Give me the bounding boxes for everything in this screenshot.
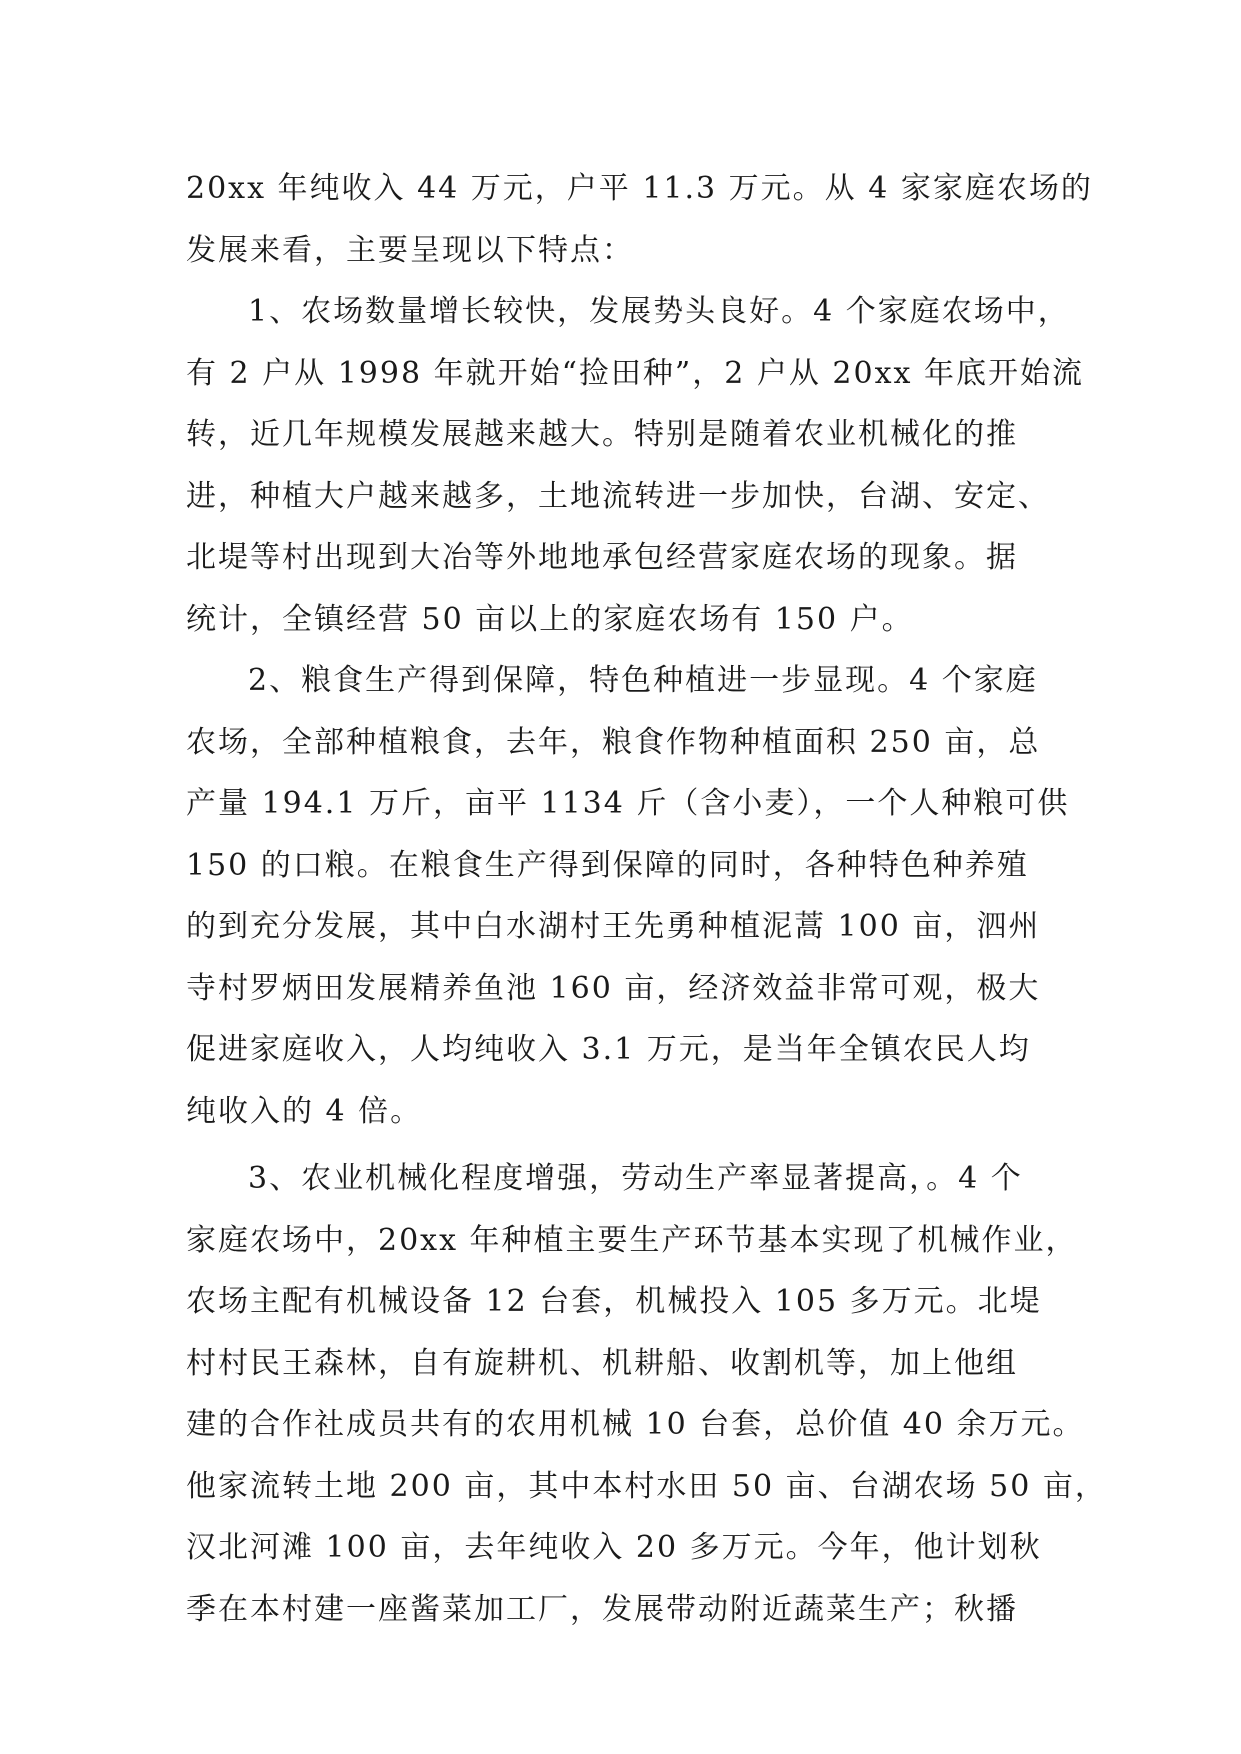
text-line: 他家流转土地 200 亩，其中本村水田 50 亩、台湖农场 50 亩， xyxy=(186,1468,1107,1504)
text-line: 季在本村建一座酱菜加工厂，发展带动附近蔬菜生产；秋播 xyxy=(186,1591,1018,1627)
text-line: 北堤等村出现到大冶等外地地承包经营家庭农场的现象。据 xyxy=(186,540,1018,575)
paragraph-start-line: 1、农场数量增长较快，发展势头良好。4 个家庭农场中， xyxy=(248,294,1070,329)
document-body xyxy=(186,158,1107,1640)
text-line: 进，种植大户越来越多，土地流转进一步加快，台湖、安定、 xyxy=(186,478,1050,514)
text-line: 的到充分发展，其中白水湖村王先勇种植泥蒿 100 亩，泗州 xyxy=(186,909,1041,944)
text-line: 农场，全部种植粮食，去年，粮食作物种植面积 250 亩，总 xyxy=(186,724,1041,760)
text-line: 统计，全镇经营 50 亩以上的家庭农场有 150 户。 xyxy=(186,601,914,637)
text-line: 家庭农场中，20xx 年种植主要生产环节基本实现了机械作业， xyxy=(186,1222,1078,1258)
text-line: 建的合作社成员共有的农用机械 10 台套，总价值 40 余万元。 xyxy=(186,1407,1085,1442)
text-line: 纯收入的 4 倍。 xyxy=(186,1093,423,1129)
paragraph-start-line: 2、粮食生产得到保障，特色种植进一步显现。4 个家庭 xyxy=(248,663,1038,698)
text-line: 汉北河滩 100 亩，去年纯收入 20 多万元。今年，他计划秋 xyxy=(186,1530,1042,1565)
text-line: 村村民王森林，自有旋耕机、机耕船、收割机等，加上他组 xyxy=(186,1345,1018,1381)
text-line: 发展来看，主要呈现以下特点： xyxy=(186,232,634,268)
text-line: 150 的口粮。在粮食生产得到保障的同时，各种特色种养殖 xyxy=(186,847,1029,883)
text-line: 20xx 年纯收入 44 万元，户平 11.3 万元。从 4 家家庭农场的 xyxy=(186,171,1093,206)
text-line: 促进家庭收入，人均纯收入 3.1 万元，是当年全镇农民人均 xyxy=(186,1032,1031,1067)
text-line: 有 2 户从 1998 年就开始“捡田种”，2 户从 20xx 年底开始流 xyxy=(186,355,1084,391)
text-line: 转，近几年规模发展越来越大。特别是随着农业机械化的推 xyxy=(186,417,1018,452)
text-line: 农场主配有机械设备 12 台套，机械投入 105 多万元。北堤 xyxy=(186,1284,1042,1319)
text-line: 产量 194.1 万斤，亩平 1134 斤（含小麦），一个人种粮可供 xyxy=(186,786,1070,821)
paragraph-start-line: 3、农业机械化程度增强，劳动生产率显著提高，。4 个 xyxy=(248,1161,1023,1196)
text-line: 寺村罗炳田发展精养鱼池 160 亩，经济效益非常可观，极大 xyxy=(186,970,1041,1006)
